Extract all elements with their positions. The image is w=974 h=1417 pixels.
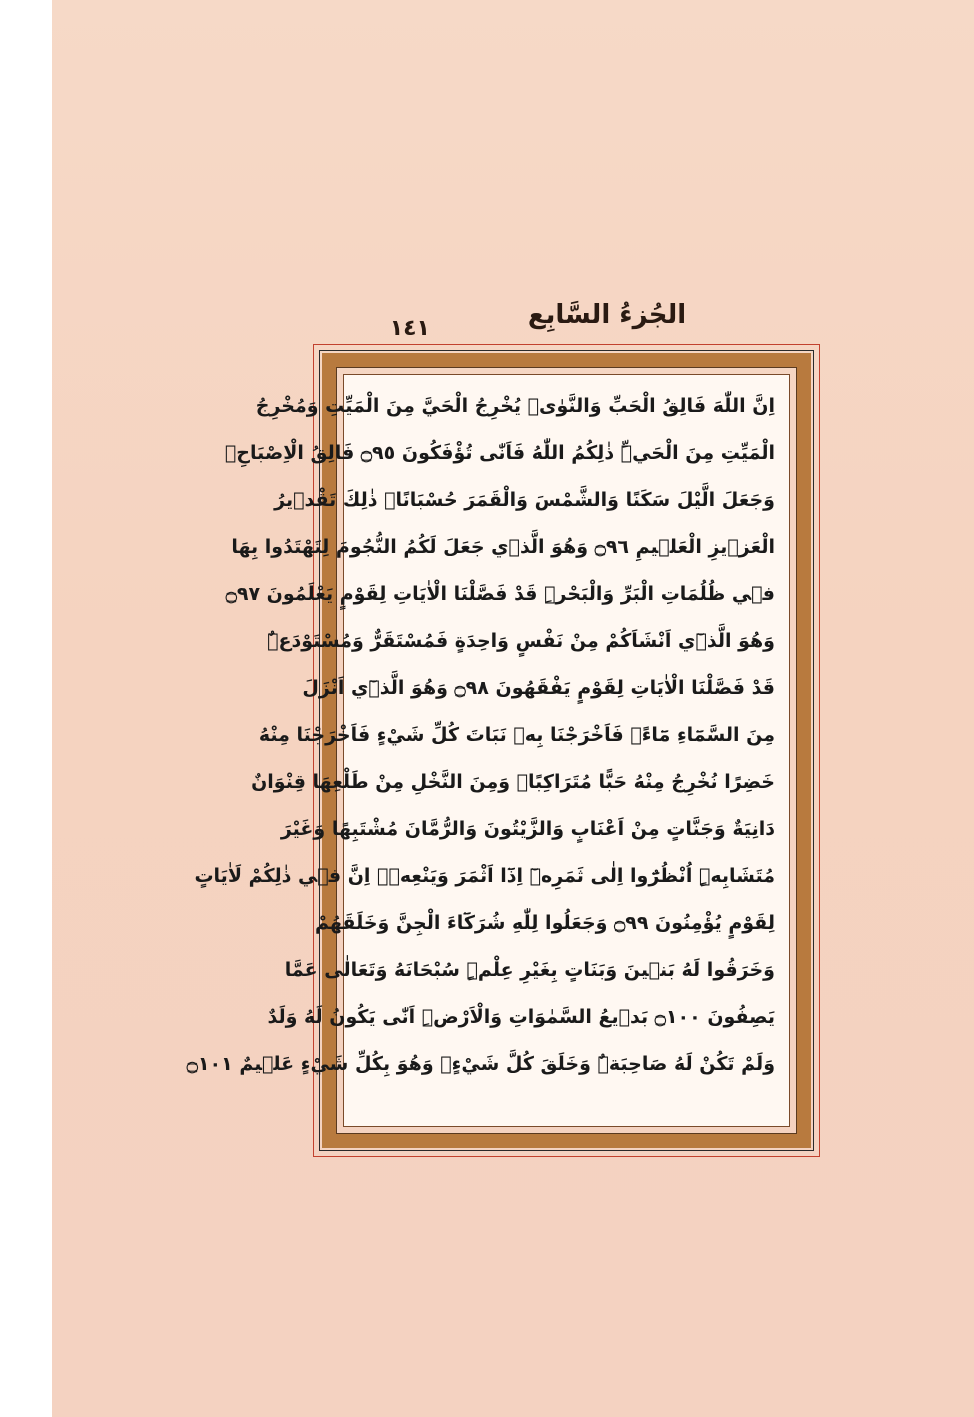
verse-line: دَانِيَةٌ وَجَنَّاتٍ مِنْ اَعْنَابٍ وَالزَّيْتُونَ وَالرُّمَّانَ مُشْتَبِهًا وَغَيْرَ <box>280 818 775 840</box>
quran-text-panel <box>186 374 790 1127</box>
verse-line: وَلَمْ تَكُنْ لَهُ صَاحِبَةٌۜ وَخَلَقَ كُلَّ شَيْءٍۚ وَهُوَ بِكُلِّ شَيْءٍ عَل۪يمٌ ۝١٠١ <box>186 1053 775 1075</box>
verse-lines <box>186 383 775 1088</box>
juz-title: الجُزءُ السَّابِع <box>527 300 687 330</box>
verse-line: ف۪ي ظُلُمَاتِ الْبَرِّ وَالْبَحْرِۜ قَدْ فَصَّلْنَا الْاٰيَاتِ لِقَوْمٍ يَعْلَمُونَ ۝٩٧ <box>225 583 775 605</box>
page-number: ١٤١ <box>389 316 430 341</box>
verse-line: مِنَ السَّمَٓاءِ مَٓاءًۚ فَاَخْرَجْنَا بِه۪ نَبَاتَ كُلِّ شَيْءٍ فَاَخْرَجْنَا مِنْهُ <box>258 724 775 746</box>
verse-line: وَهُوَ الَّذ۪ٓي اَنْشَاَكُمْ مِنْ نَفْسٍ وَاحِدَةٍ فَمُسْتَقَرٌّ وَمُسْتَوْدَعٌۜ <box>267 630 775 652</box>
verse-line: اِنَّ اللّٰهَ فَالِقُ الْحَبِّ وَالنَّوٰىۜ يُخْرِجُ الْحَيَّ مِنَ الْمَيِّتِ وَمُخْرِجُ <box>255 395 775 417</box>
verse-line: مُتَشَابِهٍۜ اُنْظُرُٓوا اِلٰى ثَمَرِه۪ٓ اِذَٓا اَثْمَرَ وَيَنْعِه۪ۜ اِنَّ ف۪ي ذٰلِكُمْ لَاٰيَاتٍ <box>194 865 775 887</box>
verse-line: الْعَز۪يزِ الْعَل۪يمِ ۝٩٦ وَهُوَ الَّذ۪ي جَعَلَ لَكُمُ النُّجُومَ لِتَهْتَدُوا بِهَا <box>231 536 775 558</box>
verse-line: وَخَرَقُوا لَهُ بَن۪ينَ وَبَنَاتٍ بِغَيْرِ عِلْمٍۜ سُبْحَانَهُ وَتَعَالٰى عَمَّا <box>284 959 775 981</box>
verse-line: الْمَيِّتِ مِنَ الْحَيِّۜ ذٰلِكُمُ اللّٰهُ فَاَنّٰى تُؤْفَكُونَ ۝٩٥ فَالِقُ الْاِصْبَاحِۚ <box>224 442 775 464</box>
verse-line: يَصِفُونَ ۝١٠٠ بَد۪يعُ السَّمٰوَاتِ وَالْاَرْضِۜ اَنّٰى يَكُونُ لَهُ وَلَدٌ <box>267 1006 775 1028</box>
verse-line: خَضِرًا نُخْرِجُ مِنْهُ حَبًّا مُتَرَاكِبًاۚ وَمِنَ النَّخْلِ مِنْ طَلْعِهَا قِنْوَانٌ <box>251 771 775 793</box>
verse-line: قَدْ فَصَّلْنَا الْاٰيَاتِ لِقَوْمٍ يَفْقَهُونَ ۝٩٨ وَهُوَ الَّذ۪ٓي اَنْزَلَ <box>302 677 775 699</box>
verse-line: وَجَعَلَ الَّيْلَ سَكَنًا وَالشَّمْسَ وَالْقَمَرَ حُسْبَانًاۜ ذٰلِكَ تَقْد۪يرُ <box>274 489 775 511</box>
verse-line: لِقَوْمٍ يُؤْمِنُونَ ۝٩٩ وَجَعَلُوا لِلّٰهِ شُرَكَٓاءَ الْجِنَّ وَخَلَقَهُمْ <box>314 912 775 934</box>
